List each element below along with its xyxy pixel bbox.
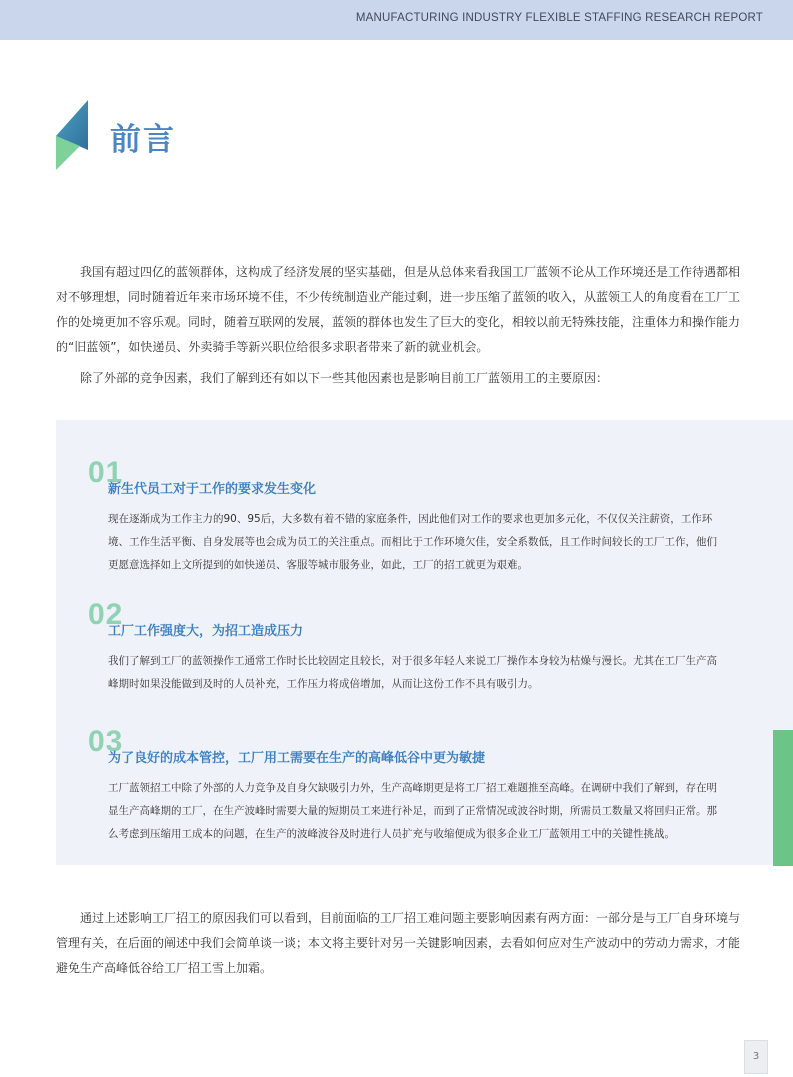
page-number: 3	[744, 1040, 768, 1074]
report-title: MANUFACTURING INDUSTRY FLEXIBLE STAFFING RESEARCH REPORT	[355, 12, 763, 24]
page-title: 前言	[110, 122, 176, 158]
factor-body: 工厂蓝领招工中除了外部的人力竞争及自身欠缺吸引力外，生产高峰期更是将工厂招工难题推至高峰。在调研中我们了解到，存在明显生产高峰期的工厂，在生产波峰时需要大量的短期员工来进行补足，而到了正常情况或波谷时期，所需员工数量又将回归正常。那么考虑到压缩用工成本的问题，在生产的波峰波谷及时进行人员扩充与收缩便成为很多企业工厂蓝领用工中的关键性挑战。	[108, 782, 717, 840]
intro-paragraph-2: 除了外部的竞争因素，我们了解到还有如以下一些其他因素也是影响目前工厂蓝领用工的主要原因：	[80, 371, 609, 385]
closing-paragraph: 通过上述影响工厂招工的原因我们可以看到，目前面临的工厂招工难问题主要影响因素有两方面：一部分是与工厂自身环境与管理有关，在后面的阐述中我们会简单谈一谈；本文将主要针对另一关键影响因素，去看如何应对生产波动中的劳动力需求，才能避免生产高峰低谷给工厂招工雪上加霜。	[56, 911, 741, 975]
factor-heading: 为了良好的成本管控，工厂用工需要在生产的高峰低谷中更为敏捷	[108, 751, 486, 766]
section-logo-icon	[56, 100, 88, 170]
factor-heading: 工厂工作强度大，为招工造成压力	[108, 624, 304, 639]
intro-paragraph-1: 我国有超过四亿的蓝领群体，这构成了经济发展的坚实基础，但是从总体来看我国工厂蓝领不论从工作环境还是工作待遇都相对不够理想，同时随着近年来市场环境不佳，不少传统制造业产能过剩，进一步压缩了蓝领的收入，从蓝领工人的角度看在工厂工作的处境更加不容乐观。同时，随着互联网的发展，蓝领的群体也发生了巨大的变化，相较以前无特殊技能，注重体力和操作能力的“旧蓝领”，如快递员、外卖骑手等新兴职位给很多求职者带来了新的就业机会。	[56, 265, 741, 354]
factor-heading: 新生代员工对于工作的要求发生变化	[108, 482, 317, 497]
factor-number: 02	[88, 598, 124, 631]
factor-body: 现在逐渐成为工作主力的90、95后，大多数有着不错的家庭条件，因此他们对工作的要求也更加多元化，不仅仅关注薪资，工作环境、工作生活平衡、自身发展等也会成为员工的关注重点。而相比于工作环境欠佳，安全系数低，且工作时间较长的工厂工作，他们更愿意选择如上文所提到的如快递员、客服等城市服务业，如此，工厂的招工就更为艰难。	[108, 513, 717, 571]
factor-body: 我们了解到工厂的蓝领操作工通常工作时长比较固定且较长，对于很多年轻人来说工厂操作本身较为枯燥与漫长。尤其在工厂生产高峰期时如果没能做到及时的人员补充，工作压力将成倍增加，从而让这份工作不具有吸引力。	[108, 655, 717, 690]
factors-panel	[56, 420, 793, 865]
factor-number: 03	[88, 725, 124, 758]
side-accent-bar	[773, 730, 793, 866]
factor-number: 01	[88, 456, 124, 489]
header-band	[0, 0, 793, 40]
